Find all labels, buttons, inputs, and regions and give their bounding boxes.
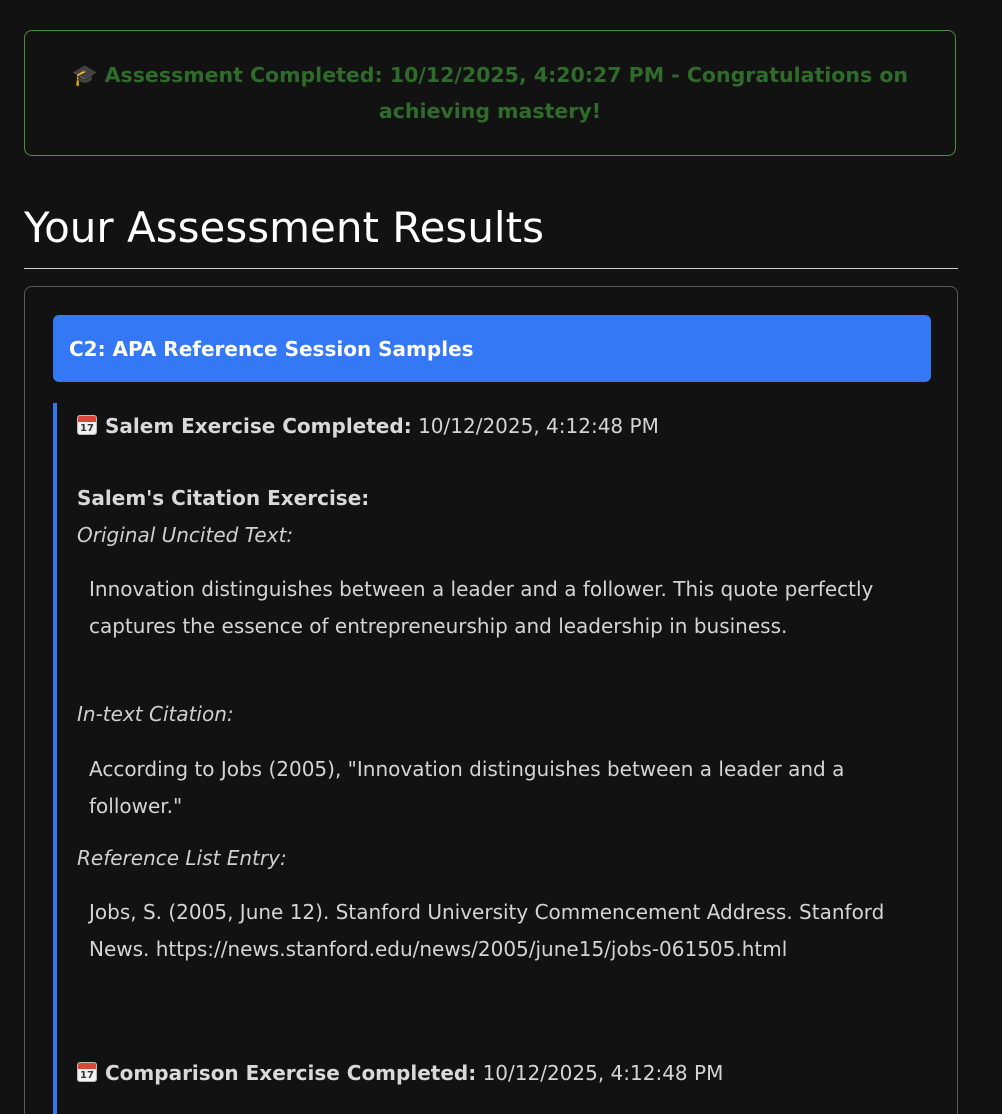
entry-completed-label: Salem Exercise Completed: xyxy=(105,414,412,438)
graduation-cap-icon: 🎓 xyxy=(71,63,98,87)
session-header-label: C2: APA Reference Session Samples xyxy=(69,336,474,361)
calendar-icon xyxy=(77,1062,97,1082)
completion-banner xyxy=(24,30,956,156)
completion-banner-text xyxy=(65,57,915,129)
entry-completed-timestamp: 10/12/2025, 4:12:48 PM xyxy=(418,414,659,438)
comparison-completed-timestamp: 10/12/2025, 4:12:48 PM xyxy=(482,1061,724,1085)
in-text-citation-label: In-text Citation: xyxy=(77,702,234,726)
session-entries xyxy=(53,403,917,1114)
comparison-completed-label: Comparison Exercise Completed: xyxy=(105,1061,477,1085)
page-title: Your Assessment Results xyxy=(24,203,544,252)
original-text-label: Original Uncited Text: xyxy=(77,523,294,547)
session-header xyxy=(53,315,931,382)
completion-message: Assessment Completed: 10/12/2025, 4:20:27 PM - Congratulations on achieving mastery! xyxy=(104,63,909,123)
calendar-icon xyxy=(77,415,97,435)
exercise-title: Salem's Citation Exercise: xyxy=(77,486,370,510)
title-divider xyxy=(24,268,958,269)
entry-completed-line xyxy=(77,411,659,441)
reference-entry-value: Jobs, S. (2005, June 12). Stanford University Commencement Address. Stanford News. https://news.stanford.edu/news/2005/june15/jobs-061505.html xyxy=(89,900,885,961)
original-text-value: Innovation distinguishes between a leader and a follower. This quote perfectly captures the essence of entrepreneurship and leadership in business. xyxy=(89,577,874,638)
comparison-completed-line xyxy=(77,1058,723,1088)
in-text-citation-value: According to Jobs (2005), "Innovation distinguishes between a leader and a follower." xyxy=(89,757,845,818)
results-card xyxy=(24,286,958,1114)
reference-entry-label: Reference List Entry: xyxy=(77,846,287,870)
